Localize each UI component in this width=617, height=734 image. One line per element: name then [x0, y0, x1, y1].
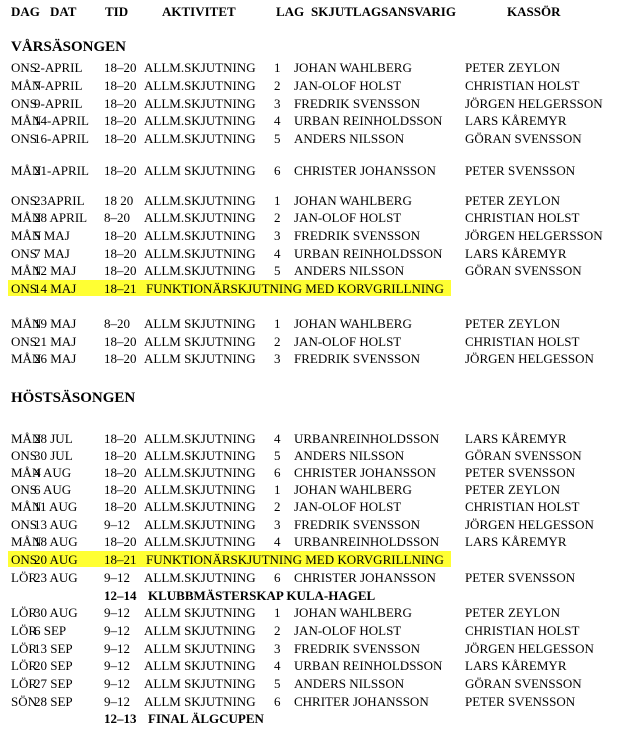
row-cashier: JÖRGEN HELGERSSON	[465, 96, 603, 111]
row-activity: ALLM SKJUTNING	[144, 163, 256, 178]
row-cashier: PETER SVENSSON	[465, 163, 576, 178]
row-time: 18–20	[104, 465, 137, 480]
event-time: 12–13	[104, 711, 137, 726]
row-date: 12 MAJ	[34, 263, 77, 278]
row-responsible: JOHAN WAHLBERG	[294, 605, 412, 620]
row-cashier: CHRISTIAN HOLST	[465, 499, 580, 514]
row-activity: ALLM SKJUTNING	[144, 316, 256, 331]
row-date: 6 SEP	[34, 623, 67, 638]
row-responsible: ANDERS NILSSON	[294, 131, 405, 146]
row-cashier: LARS KÅREMYR	[465, 431, 567, 446]
row-day: LÖR	[11, 605, 37, 620]
row-team: 3	[274, 517, 281, 532]
row-team: 2	[274, 210, 281, 225]
row-date: 16-APRIL	[34, 131, 89, 146]
row-responsible: CHRISTER JOHANSSON	[294, 465, 436, 480]
row-activity: ALLM.SKJUTNING	[144, 263, 256, 278]
row-day: LÖR	[11, 570, 37, 585]
row-cashier: GÖRAN SVENSSON	[465, 263, 582, 278]
row-activity: ALLM SKJUTNING	[144, 605, 256, 620]
row-team: 1	[274, 60, 281, 75]
row-cashier: LARS KÅREMYR	[465, 246, 567, 261]
row-date: 30 AUG	[34, 605, 78, 620]
row-activity: ALLM.SKJUTNING	[144, 431, 256, 446]
row-activity: ALLM SKJUTNING	[144, 676, 256, 691]
row-team: 3	[274, 96, 281, 111]
row-activity: ALLM.SKJUTNING	[144, 78, 256, 93]
row-cashier: LARS KÅREMYR	[465, 113, 567, 128]
row-team: 4	[274, 534, 281, 549]
row-day: MÅN	[11, 263, 42, 278]
row-team: 5	[274, 676, 281, 691]
row-activity: ALLM.SKJUTNING	[144, 534, 256, 549]
row-team: 6	[274, 163, 281, 178]
row-responsible: JAN-OLOF HOLST	[294, 623, 402, 638]
header-dag: DAG	[11, 4, 40, 19]
row-team: 6	[274, 570, 281, 585]
row-team: 6	[274, 694, 281, 709]
row-date: 28 SEP	[34, 694, 73, 709]
row-time: 9–12	[104, 570, 130, 585]
row-team: 1	[274, 316, 281, 331]
row-activity: ALLM.SKJUTNING	[144, 60, 256, 75]
row-day: MÅN	[11, 163, 42, 178]
row-day: MÅN	[11, 78, 42, 93]
row-activity: ALLM.SKJUTNING	[144, 228, 256, 243]
header-tid: TID	[105, 4, 129, 19]
event-time: 12–14	[104, 588, 137, 603]
row-time: 18–20	[104, 246, 137, 261]
row-date: 6 AUG	[34, 482, 72, 497]
row-responsible: URBANREINHOLDSSON	[294, 534, 440, 549]
row-time: 18–20	[104, 263, 137, 278]
row-team: 2	[274, 334, 281, 349]
row-time: 18–21	[104, 552, 137, 567]
row-time: 9–12	[104, 694, 130, 709]
row-responsible: JOHAN WAHLBERG	[294, 193, 412, 208]
row-cashier: CHRISTIAN HOLST	[465, 78, 580, 93]
row-responsible: JOHAN WAHLBERG	[294, 316, 412, 331]
row-responsible: JAN-OLOF HOLST	[294, 210, 402, 225]
row-day: ONS	[11, 552, 38, 567]
row-date: 7 MAJ	[34, 246, 70, 261]
row-team: 2	[274, 78, 281, 93]
row-day: ONS	[11, 482, 38, 497]
row-time: 9–12	[104, 623, 130, 638]
row-cashier: JÖRGEN HELGESSON	[465, 641, 594, 656]
row-responsible: ANDERS NILSSON	[294, 263, 405, 278]
row-date: 7-APRIL	[34, 78, 83, 93]
row-day: ONS	[11, 60, 38, 75]
row-responsible: FREDRIK SVENSSON	[294, 641, 421, 656]
row-activity: ALLM.SKJUTNING	[144, 96, 256, 111]
row-date: 26 MAJ	[34, 351, 77, 366]
row-activity: ALLM SKJUTNING	[144, 658, 256, 673]
row-activity: ALLM.SKJUTNING	[144, 482, 256, 497]
row-day: MÅN	[11, 351, 42, 366]
row-date: 19 MAJ	[34, 316, 77, 331]
row-day: MÅN	[11, 228, 42, 243]
row-responsible: URBAN REINHOLDSSON	[294, 658, 443, 673]
row-date: 13 AUG	[34, 517, 78, 532]
row-date: 18 AUG	[34, 534, 78, 549]
row-team: 2	[274, 499, 281, 514]
row-date: 20 AUG	[34, 552, 78, 567]
row-team: 2	[274, 623, 281, 638]
row-team: 5	[274, 448, 281, 463]
row-time: 8–20	[104, 316, 130, 331]
header-lag: LAG	[276, 4, 305, 19]
row-special-activity: FUNKTIONÄRSKJUTNING MED KORVGRILLNING	[146, 552, 444, 567]
row-team: 4	[274, 113, 281, 128]
row-time: 18–20	[104, 351, 137, 366]
row-cashier: PETER ZEYLON	[465, 193, 560, 208]
row-team: 6	[274, 465, 281, 480]
row-time: 9–12	[104, 658, 130, 673]
row-day: MÅN	[11, 316, 42, 331]
row-cashier: LARS KÅREMYR	[465, 658, 567, 673]
row-activity: ALLM.SKJUTNING	[144, 448, 256, 463]
row-cashier: JÖRGEN HELGESSON	[465, 517, 594, 532]
row-date: 30 JUL	[34, 448, 73, 463]
section-title-autumn: HÖSTSÄSONGEN	[11, 390, 136, 406]
row-team: 3	[274, 641, 281, 656]
row-responsible: CHRITER JOHANSSON	[294, 694, 429, 709]
row-time: 9–12	[104, 676, 130, 691]
row-team: 5	[274, 263, 281, 278]
row-cashier: GÖRAN SVENSSON	[465, 131, 582, 146]
row-time: 18–20	[104, 96, 137, 111]
row-special-activity: FUNKTIONÄRSKJUTNING MED KORVGRILLNING	[146, 281, 444, 296]
row-activity: ALLM.SKJUTNING	[144, 570, 256, 585]
row-date: 23APRIL	[34, 193, 85, 208]
row-time: 18 20	[104, 193, 134, 208]
row-activity: ALLM.SKJUTNING	[144, 210, 256, 225]
row-team: 4	[274, 246, 281, 261]
row-responsible: JOHAN WAHLBERG	[294, 482, 412, 497]
row-date: 11 AUG	[34, 499, 78, 514]
row-day: MÅN	[11, 113, 42, 128]
row-cashier: PETER ZEYLON	[465, 605, 560, 620]
row-responsible: JAN-OLOF HOLST	[294, 78, 402, 93]
row-activity: ALLM.SKJUTNING	[144, 193, 256, 208]
row-day: ONS	[11, 517, 38, 532]
row-cashier: PETER ZEYLON	[465, 482, 560, 497]
row-cashier: LARS KÅREMYR	[465, 534, 567, 549]
row-responsible: FREDRIK SVENSSON	[294, 228, 421, 243]
row-day: ONS	[11, 246, 38, 261]
row-responsible: JOHAN WAHLBERG	[294, 60, 412, 75]
row-time: 8–20	[104, 210, 130, 225]
row-responsible: ANDERS NILSSON	[294, 448, 405, 463]
row-time: 9–12	[104, 605, 130, 620]
row-day: ONS	[11, 448, 38, 463]
event-title: KLUBBMÄSTERSKAP KULA-HAGEL	[148, 588, 376, 603]
row-day: MÅN	[11, 499, 42, 514]
row-activity: ALLM SKJUTNING	[144, 694, 256, 709]
row-cashier: GÖRAN SVENSSON	[465, 676, 582, 691]
header-aktivitet: AKTIVITET	[162, 4, 236, 19]
row-day: MÅN	[11, 431, 42, 446]
row-responsible: URBAN REINHOLDSSON	[294, 246, 443, 261]
row-cashier: GÖRAN SVENSSON	[465, 448, 582, 463]
row-date: 28 APRIL	[34, 210, 88, 225]
row-date: 4 AUG	[34, 465, 72, 480]
row-day: ONS	[11, 281, 38, 296]
row-date: 23 AUG	[34, 570, 78, 585]
row-team: 4	[274, 431, 281, 446]
row-cashier: PETER SVENSSON	[465, 570, 576, 585]
row-date: 13 SEP	[34, 641, 73, 656]
row-time: 18–20	[104, 482, 137, 497]
row-time: 18–20	[104, 334, 137, 349]
row-time: 18–20	[104, 534, 137, 549]
row-day: LÖR	[11, 676, 37, 691]
row-cashier: CHRISTIAN HOLST	[465, 210, 580, 225]
row-time: 18–20	[104, 78, 137, 93]
row-date: 27 SEP	[34, 676, 73, 691]
row-activity: ALLM.SKJUTNING	[144, 465, 256, 480]
row-team: 5	[274, 131, 281, 146]
row-responsible: URBANREINHOLDSSON	[294, 431, 440, 446]
row-cashier: PETER ZEYLON	[465, 316, 560, 331]
row-cashier: PETER ZEYLON	[465, 60, 560, 75]
row-cashier: CHRISTIAN HOLST	[465, 623, 580, 638]
row-activity: ALLM.SKJUTNING	[144, 131, 256, 146]
row-time: 18–20	[104, 113, 137, 128]
row-day: MÅN	[11, 534, 42, 549]
row-activity: ALLM SKJUTNING	[144, 334, 256, 349]
row-team: 1	[274, 482, 281, 497]
row-day: MÅN	[11, 210, 42, 225]
row-activity: ALLM.SKJUTNING	[144, 246, 256, 261]
row-cashier: CHRISTIAN HOLST	[465, 334, 580, 349]
row-time: 9–12	[104, 641, 130, 656]
row-date: 14 MAJ	[34, 281, 77, 296]
row-day: LÖR	[11, 641, 37, 656]
row-time: 18–20	[104, 499, 137, 514]
section-title-spring: VÅRSÄSONGEN	[11, 39, 127, 55]
row-responsible: CHRISTER JOHANSSON	[294, 570, 436, 585]
row-team: 1	[274, 193, 281, 208]
row-team: 3	[274, 228, 281, 243]
row-activity: ALLM SKJUTNING	[144, 641, 256, 656]
row-day: LÖR	[11, 623, 37, 638]
row-cashier: PETER SVENSSON	[465, 694, 576, 709]
row-team: 1	[274, 605, 281, 620]
row-time: 18–20	[104, 163, 137, 178]
row-date: 5 MAJ	[34, 228, 70, 243]
row-time: 18–20	[104, 228, 137, 243]
row-activity: ALLM.SKJUTNING	[144, 499, 256, 514]
row-date: 9-APRIL	[34, 96, 83, 111]
row-responsible: CHRISTER JOHANSSON	[294, 163, 436, 178]
event-title: FINAL ÄLGCUPEN	[148, 711, 264, 726]
row-day: ONS	[11, 131, 38, 146]
header-kassor: KASSÖR	[507, 4, 561, 19]
row-activity: ALLM SKJUTNING	[144, 351, 256, 366]
row-date: 21-APRIL	[34, 163, 89, 178]
row-date: 28 JUL	[34, 431, 73, 446]
row-responsible: FREDRIK SVENSSON	[294, 517, 421, 532]
row-time: 9–12	[104, 517, 130, 532]
row-responsible: FREDRIK SVENSSON	[294, 351, 421, 366]
row-date: 20 SEP	[34, 658, 73, 673]
row-responsible: FREDRIK SVENSSON	[294, 96, 421, 111]
row-day: ONS	[11, 334, 38, 349]
header-ansvarig: SKJUTLAGSANSVARIG	[311, 4, 456, 19]
row-team: 3	[274, 351, 281, 366]
row-responsible: JAN-OLOF HOLST	[294, 334, 402, 349]
row-day: LÖR	[11, 658, 37, 673]
row-time: 18–20	[104, 431, 137, 446]
row-responsible: JAN-OLOF HOLST	[294, 499, 402, 514]
row-day: SÖN	[11, 694, 38, 709]
row-time: 18–20	[104, 60, 137, 75]
row-time: 18–20	[104, 131, 137, 146]
row-cashier: PETER SVENSSON	[465, 465, 576, 480]
row-time: 18–21	[104, 281, 137, 296]
row-date: 21 MAJ	[34, 334, 77, 349]
row-activity: ALLM.SKJUTNING	[144, 113, 256, 128]
row-responsible: URBAN REINHOLDSSON	[294, 113, 443, 128]
row-activity: ALLM.SKJUTNING	[144, 517, 256, 532]
row-cashier: JÖRGEN HELGERSSON	[465, 228, 603, 243]
row-day: MÅN	[11, 465, 42, 480]
row-day: ONS	[11, 96, 38, 111]
row-date: 14-APRIL	[34, 113, 89, 128]
row-team: 4	[274, 658, 281, 673]
header-dat: DAT	[50, 4, 77, 19]
row-activity: ALLM SKJUTNING	[144, 623, 256, 638]
row-time: 18–20	[104, 448, 137, 463]
row-day: ONS	[11, 193, 38, 208]
row-cashier: JÖRGEN HELGESSON	[465, 351, 594, 366]
row-date: 2-APRIL	[34, 60, 83, 75]
row-responsible: ANDERS NILSSON	[294, 676, 405, 691]
